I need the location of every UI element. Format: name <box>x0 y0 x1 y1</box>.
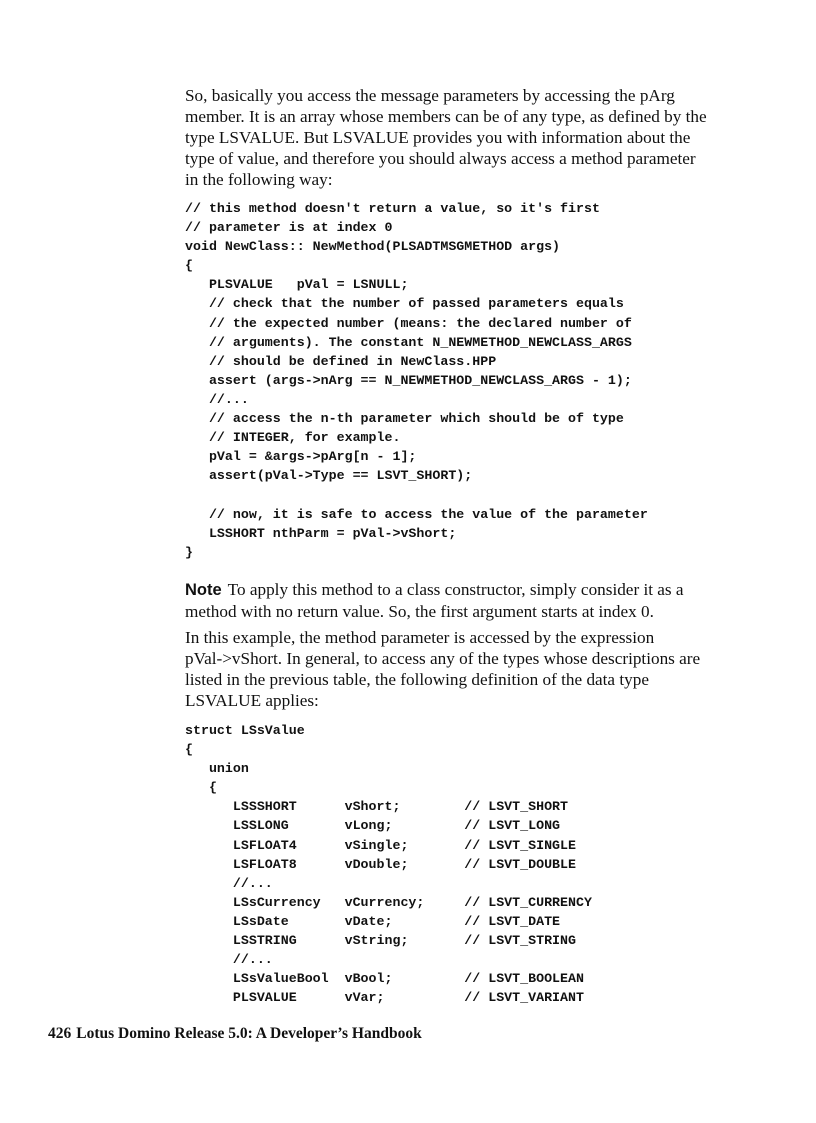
text-line: type LSVALUE. But LSVALUE provides you with information about the <box>185 128 691 147</box>
page-number: 426 <box>48 1025 72 1042</box>
code-line: LSsDate vDate; // LSVT_DATE <box>185 913 561 929</box>
note-text: To apply this method to a class constructor, simply consider it as a <box>227 580 684 599</box>
code-line: assert (args->nArg == N_NEWMETHOD_NEWCLASS_ARGS - 1); <box>185 372 632 388</box>
text-line: type of value, and therefore you should always access a method parameter <box>185 149 696 168</box>
code-line: pVal = &args->pArg[n - 1]; <box>185 449 417 465</box>
code-line: // access the n-th parameter which should be of type <box>185 411 624 427</box>
note-line <box>185 579 745 601</box>
paragraph-intro <box>185 85 745 190</box>
text-line: listed in the previous table, the following definition of the data type <box>185 670 649 689</box>
code-line: { <box>185 258 193 274</box>
code-line: LSsCurrency vCurrency; // LSVT_CURRENCY <box>185 894 592 910</box>
text-line: member. It is an array whose members can be of any type, as defined by the <box>185 107 707 126</box>
code-line: LSSHORT nthParm = pVal->vShort; <box>185 525 457 541</box>
code-line: LSFLOAT8 vDouble; // LSVT_DOUBLE <box>185 856 576 872</box>
code-line: assert(pVal->Type == LSVT_SHORT); <box>185 468 473 484</box>
code-line <box>185 485 648 504</box>
code-line: // this method doesn't return a value, so it's first <box>185 201 600 216</box>
code-line: // arguments). The constant N_NEWMETHOD_NEWCLASS_ARGS <box>185 334 632 350</box>
code-block-struct <box>185 721 592 1007</box>
code-line: //... <box>185 952 273 968</box>
paragraph-explanation <box>185 627 745 711</box>
note-block <box>185 579 745 622</box>
code-line: // INTEGER, for example. <box>185 430 401 446</box>
code-line: //... <box>185 875 273 891</box>
code-line: } <box>185 544 193 560</box>
code-line: struct LSsValue <box>185 723 305 738</box>
text-line: LSVALUE applies: <box>185 691 319 710</box>
code-line: LSSLONG vLong; // LSVT_LONG <box>185 818 561 834</box>
code-line: LSSTRING vString; // LSVT_STRING <box>185 933 576 949</box>
text-line: in the following way: <box>185 170 333 189</box>
code-line: void NewClass:: NewMethod(PLSADTMSGMETHOD args) <box>185 239 561 255</box>
code-line: //... <box>185 391 249 407</box>
code-line: // check that the number of passed parameters equals <box>185 296 624 312</box>
code-line: LSsValueBool vBool; // LSVT_BOOLEAN <box>185 971 584 987</box>
code-line: PLSVALUE pVal = LSNULL; <box>185 277 409 293</box>
code-line: { <box>185 780 217 796</box>
code-line: union <box>185 761 249 777</box>
code-line: { <box>185 742 193 758</box>
code-line: PLSVALUE vVar; // LSVT_VARIANT <box>185 990 584 1006</box>
text-line: So, basically you access the message parameters by accessing the pArg <box>185 86 675 105</box>
text-line: In this example, the method parameter is accessed by the expression <box>185 628 655 647</box>
page-footer <box>48 1024 422 1044</box>
code-line: LSFLOAT4 vSingle; // LSVT_SINGLE <box>185 837 576 853</box>
code-line: // now, it is safe to access the value of the parameter <box>185 506 648 522</box>
code-line: // parameter is at index 0 <box>185 220 393 236</box>
note-label: Note <box>185 581 222 599</box>
book-title: Lotus Domino Release 5.0: A Developer’s Handbook <box>76 1025 422 1042</box>
code-line: // should be defined in NewClass.HPP <box>185 353 497 369</box>
note-line: method with no return value. So, the first argument starts at index 0. <box>185 602 654 621</box>
code-block-method <box>185 199 648 562</box>
code-line: LSSSHORT vShort; // LSVT_SHORT <box>185 799 569 815</box>
text-line: pVal->vShort. In general, to access any of the types whose descriptions are <box>185 649 701 668</box>
code-line: // the expected number (means: the declared number of <box>185 315 632 331</box>
